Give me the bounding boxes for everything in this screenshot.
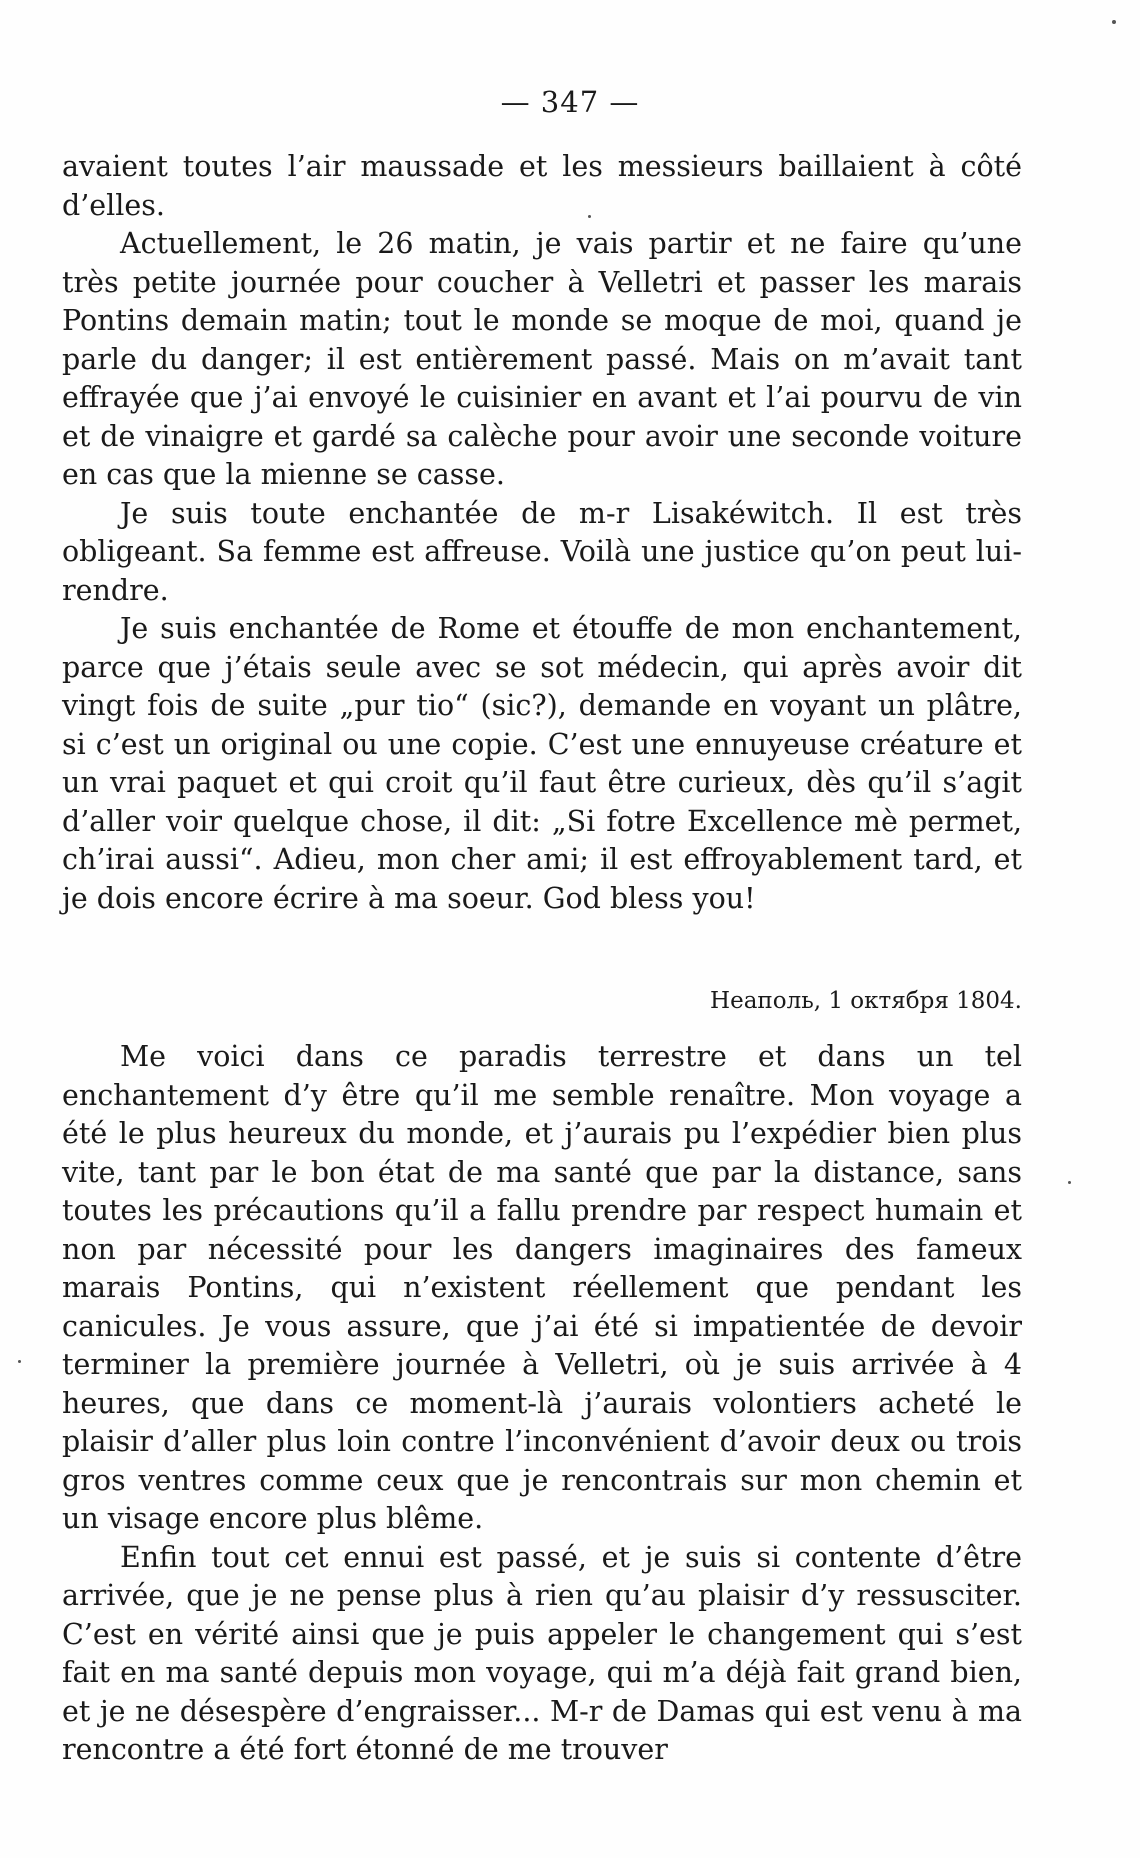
scan-speck: [1068, 1181, 1071, 1184]
paragraph: avaient toutes l’air maussade et les messieurs baillaient à côté d’elles.: [62, 150, 1022, 222]
paragraph: Me voici dans ce paradis terrestre et dans un tel enchantement d’y être qu’il me semble renaître. Mon voyage a été le plus heureux du monde, et j’aurais pu l’expédier bien plus vite, tant par le bon état de ma santé que par la distance, sans toutes les précautions qu’il a fallu prendre par respect humain et non par nécessité pour les dangers imaginaires des fameux marais Pontins, qui n’existent réellement que pendant les canicules. Je vous assure, que j’ai été si impatientée de devoir terminer la première journée à Velletri, où je suis arrivée à 4 heures, que dans ce moment-là j’aurais volontiers acheté le plaisir d’aller plus loin contre l’inconvénient d’avoir deux ou trois gros ventres comme ceux que je rencontrais sur mon chemin et un visage encore plus blême.: [62, 1040, 1022, 1535]
page-number: — 347 —: [500, 85, 640, 119]
letter-two-body: [62, 1038, 1022, 1770]
letter-one-body: [62, 148, 1022, 918]
letter-dateline: Неаполь, 1 октября 1804.: [710, 988, 1022, 1014]
paragraph: Je suis enchantée de Rome et étouffe de mon enchantement, parce que j’étais seule avec se sot médecin, qui après avoir dit vingt fois de suite „pur tio“ (sic?), demande en voyant un plâtre, si c’est un original ou une copie. C’est une ennuyeuse créature et un vrai paquet et qui croit qu’il faut être curieux, dès qu’il s’agit d’aller voir quelque chose, il dit: „Si fotre Excellence mè permet, ch’irai aussi“. Adieu, mon cher ami; il est effroyablement tard, et je dois encore écrire à ma soeur. God bless you!: [62, 612, 1022, 915]
paragraph: Actuellement, le 26 matin, je vais partir et ne faire qu’une très petite journée pour coucher à Velletri et passer les marais Pontins demain matin; tout le monde se moque de moi, quand je parle du danger; il est entièrement passé. Mais on m’avait tant effrayée que j’ai envoyé le cuisinier en avant et l’ai pourvu de vin et de vinaigre et gardé sa calèche pour avoir une seconde voiture en cas que la mienne se casse.: [62, 227, 1022, 491]
paragraph: Je suis toute enchantée de m-r Lisakéwitch. Il est très obligeant. Sa femme est affreuse. Voilà une justice qu’on peut lui-rendre.: [62, 496, 1022, 607]
scan-speck: [1112, 20, 1116, 24]
scan-speck: [18, 1360, 21, 1363]
paragraph: Enfin tout cet ennui est passé, et je suis si contente d’être arrivée, que je ne pense plus à rien qu’au plaisir d’y ressusciter. C’est en vérité ainsi que je puis appeler le changement qui s’est fait en ma santé depuis mon voyage, qui m’a déjà fait grand bien, et je ne désespère d’engraisser... M-r de Damas qui est venu à ma rencontre a été fort étonné de me trouver: [62, 1540, 1022, 1766]
scan-speck: [588, 215, 591, 218]
